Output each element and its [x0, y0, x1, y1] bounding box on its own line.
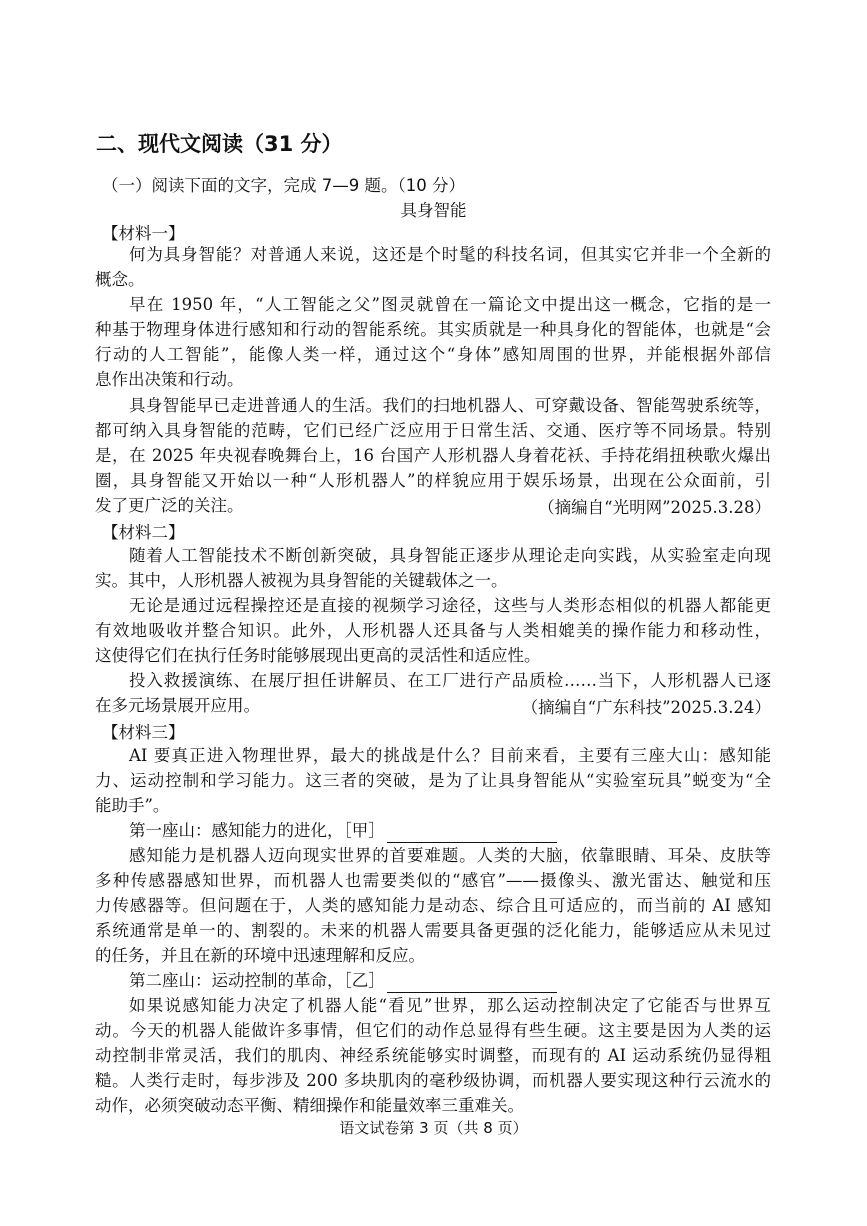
paragraph-line: 这使得它们在执行任务时能够展现出更高的灵活性和适应性。	[95, 646, 541, 665]
answer-blank-jia	[387, 824, 557, 843]
source-citation: （摘编自“光明网”2025.3.28）	[538, 498, 771, 517]
paragraph-line: 都可纳入具身智能的范畴，它们已经广泛应用于日常生活、交通、医疗等不同场景。特别	[95, 421, 771, 440]
paragraph-line: 感知能力是机器人迈向现实世界的首要难题。人类的大脑，依靠眼睛、耳朵、皮肤等	[129, 846, 771, 865]
paragraph-line: 随着人工智能技术不断创新突破，具身智能正逐步从理论走向实践，从实验室走向现	[129, 546, 771, 565]
paragraph-line: 多种传感器感知世界，而机器人也需要类似的“感官”——摄像头、激光雷达、触觉和压	[95, 871, 771, 890]
mountain-one-text: 第一座山：感知能力的进化，［甲］	[129, 821, 385, 840]
page-footer: 语文试卷第 3 页（共 8 页）	[339, 1119, 528, 1137]
answer-blank-yi	[387, 974, 557, 993]
paragraph-line: 有效地吸收并整合知识。此外，人形机器人还具备与人类相媲美的操作能力和移动性，	[95, 621, 771, 640]
question-instruction: （一）阅读下面的文字，完成 7—9 题。（10 分）	[102, 176, 465, 195]
paragraph-line: 何为具身智能？对普通人来说，这还是个时髦的科技名词，但其实它并非一个全新的	[129, 245, 771, 264]
paragraph-line: 早在 1950 年，“人工智能之父”图灵就曾在一篇论文中提出这一概念，它指的是一	[129, 295, 771, 314]
mountain-two-text: 第二座山：运动控制的革命，［乙］	[129, 971, 385, 990]
paragraph-line: 的任务，并且在新的环境中迅速理解和反应。	[95, 946, 425, 965]
mountain-two-heading	[129, 969, 557, 993]
paragraph-line: 系统通常是单一的、割裂的。未来的机器人需要具备更强的泛化能力，能够适应从未见过	[95, 921, 771, 940]
paragraph-line: 是，在 2025 年央视春晚舞台上，16 台国产人形机器人身着花袄、手持花绢扭秧歌火爆出	[95, 446, 771, 465]
paragraph-line: 在多元场景展开应用。	[95, 696, 260, 715]
section-title: 二、现代文阅读（31 分）	[96, 132, 343, 156]
paragraph-line: 力、运动控制和学习能力。这三者的突破，是为了让具身智能从“实验室玩具”蜕变为“全	[95, 771, 771, 790]
paragraph-line: 能助手”。	[95, 796, 170, 815]
material-two-label: 【材料二】	[102, 523, 185, 542]
paragraph-line: 无论是通过远程操控还是直接的视频学习途径，这些与人类形态相似的机器人都能更	[129, 596, 771, 615]
paragraph-line: 实。其中，人形机器人被视为具身智能的关键载体之一。	[95, 571, 508, 590]
mountain-one-heading	[129, 819, 557, 843]
paragraph-line: 具身智能早已走进普通人的生活。我们的扫地机器人、可穿戴设备、智能驾驶系统等，	[129, 396, 771, 415]
paragraph-line: 动控制非常灵活，我们的肌肉、神经系统能够实时调整，而现有的 AI 运动系统仍显得粗	[95, 1046, 771, 1065]
source-citation: （摘编自“广东科技”2025.3.24）	[521, 698, 771, 717]
paragraph-line: 糙。人类行走时，每步涉及 200 多块肌肉的毫秒级协调，而机器人要实现这种行云流水的	[95, 1071, 771, 1090]
paragraph-line: 发了更广泛的关注。	[95, 496, 244, 515]
material-one-label: 【材料一】	[102, 224, 185, 243]
paragraph-line: 力传感器等。但问题在于，人类的感知能力是动态、综合且可适应的，而当前的 AI 感知	[95, 896, 771, 915]
paragraph-line: 种基于物理身体进行感知和行动的智能系统。其实质就是一种具身化的智能体，也就是“会	[95, 320, 771, 339]
paragraph-line: 动。今天的机器人能做许多事情，但它们的动作总显得有些生硬。这主要是因为人类的运	[95, 1021, 771, 1040]
paragraph-line: 行动的人工智能”，能像人类一样，通过这个“身体”感知周围的世界，并能根据外部信	[95, 345, 771, 364]
paragraph-line: 投入救援演练、在展厅担任讲解员、在工厂进行产品质检……当下，人形机器人已逐	[129, 671, 771, 690]
paragraph-line: 息作出决策和行动。	[95, 370, 244, 389]
paragraph-line: 动作，必须突破动态平衡、精细操作和能量效率三重难关。	[95, 1096, 524, 1115]
article-title: 具身智能	[400, 201, 467, 220]
paragraph-line: 如果说感知能力决定了机器人能“看见”世界，那么运动控制决定了它能否与世界互	[129, 996, 771, 1015]
paragraph-line: 概念。	[95, 270, 145, 289]
paragraph-line: AI 要真正进入物理世界，最大的挑战是什么？目前来看，主要有三座大山：感知能	[129, 746, 771, 765]
material-three-label: 【材料三】	[102, 723, 185, 742]
paragraph-line: 圈，具身智能又开始以一种“人形机器人”的样貌应用于娱乐场景，出现在公众面前，引	[95, 471, 771, 490]
